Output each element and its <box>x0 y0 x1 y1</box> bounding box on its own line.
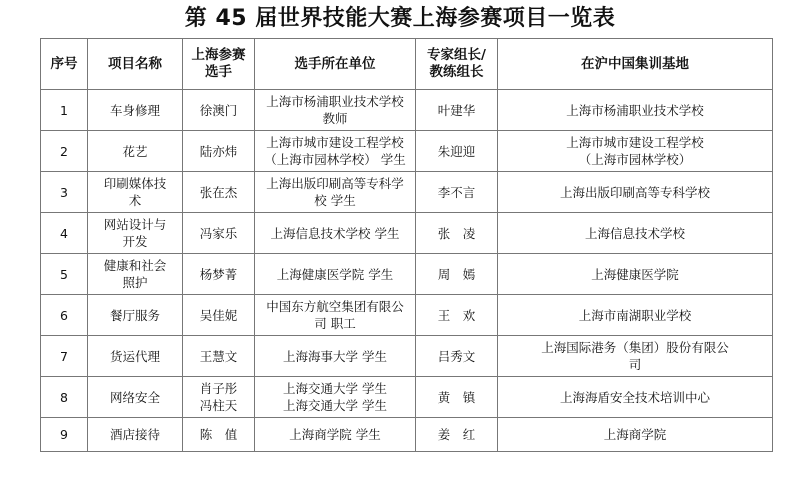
cell-index <box>41 172 88 213</box>
cell-unit <box>255 131 416 172</box>
cell-index-text: 5 <box>60 266 68 282</box>
cell-player <box>183 213 255 254</box>
cell-project-line: 酒店接待 <box>109 427 160 442</box>
cell-player-line: 徐澳门 <box>199 102 238 118</box>
table-row <box>41 213 773 254</box>
cell-index-text: 4 <box>60 225 68 241</box>
cell-project <box>88 336 183 377</box>
cell-expert <box>416 172 498 213</box>
cell-base-line: 上海出版印刷高等专科学校 <box>559 184 710 200</box>
cell-unit-line: 上海商学院 学生 <box>289 427 381 442</box>
cell-unit <box>255 254 416 295</box>
cell-base-line: 上海海盾安全技术培训中心 <box>559 389 710 405</box>
cell-base <box>498 254 773 295</box>
cell-expert <box>416 254 498 295</box>
cell-project <box>88 254 183 295</box>
header-player: 上海参赛 选手 <box>183 39 255 90</box>
cell-player-line: 冯柱天 <box>199 398 238 413</box>
cell-expert-line: 黄 镇 <box>437 389 476 405</box>
cell-player <box>183 336 255 377</box>
document-title: 第 45 届世界技能大赛上海参赛项目一览表 <box>184 6 616 31</box>
cell-index-text: 8 <box>60 389 68 405</box>
cell-expert-line: 朱迎迎 <box>437 143 476 159</box>
cell-player <box>183 172 255 213</box>
cell-base <box>498 213 773 254</box>
cell-project <box>88 90 183 131</box>
cell-project <box>88 377 183 418</box>
cell-project-line: 术 <box>128 193 142 208</box>
cell-index <box>41 254 88 295</box>
cell-player <box>183 254 255 295</box>
header-unit: 选手所在单位 <box>255 39 416 90</box>
table-row <box>41 336 773 377</box>
cell-player-line: 陈 值 <box>199 427 238 442</box>
cell-expert-line: 吕秀文 <box>437 348 476 364</box>
cell-player-line: 冯家乐 <box>199 225 238 241</box>
cell-player <box>183 90 255 131</box>
cell-player-line: 杨梦菁 <box>199 266 238 282</box>
cell-unit-line: 中国东方航空集团有限公 <box>266 299 404 314</box>
cell-unit <box>255 172 416 213</box>
cell-player-line: 陆亦炜 <box>199 143 238 159</box>
cell-unit-line: 上海海事大学 学生 <box>283 348 387 364</box>
cell-player <box>183 377 255 418</box>
roster-body <box>41 90 773 452</box>
cell-expert <box>416 131 498 172</box>
cell-player-line: 张在杰 <box>199 184 238 200</box>
cell-unit-line: （上海市园林学校） 学生 <box>264 152 406 167</box>
cell-index <box>41 336 88 377</box>
cell-base-line: 上海健康医学院 <box>591 266 679 282</box>
cell-base <box>498 377 773 418</box>
cell-unit <box>255 418 416 452</box>
cell-unit <box>255 336 416 377</box>
cell-project-line: 车身修理 <box>109 102 160 118</box>
cell-unit <box>255 213 416 254</box>
cell-index-text: 1 <box>60 102 68 118</box>
cell-unit <box>255 377 416 418</box>
cell-expert <box>416 377 498 418</box>
cell-unit-line: 校 学生 <box>314 193 356 208</box>
cell-project <box>88 418 183 452</box>
cell-project-line: 网络安全 <box>109 389 160 405</box>
header-expert: 专家组长/ 教练组长 <box>416 39 498 90</box>
cell-project-line: 开发 <box>122 234 148 249</box>
cell-expert <box>416 418 498 452</box>
header-index: 序号 <box>41 39 88 90</box>
cell-index <box>41 131 88 172</box>
cell-unit-line: 上海健康医学院 学生 <box>276 266 394 282</box>
table-row <box>41 90 773 131</box>
cell-base-line: 上海市南湖职业学校 <box>578 307 692 323</box>
cell-player-line: 王慧文 <box>199 348 238 364</box>
cell-index <box>41 418 88 452</box>
cell-unit-line: 上海市城市建设工程学校 <box>266 135 404 150</box>
cell-base-line: 上海市杨浦职业技术学校 <box>566 102 704 118</box>
cell-index-text: 3 <box>60 184 68 200</box>
cell-player <box>183 131 255 172</box>
cell-base <box>498 131 773 172</box>
cell-index <box>41 90 88 131</box>
cell-project <box>88 295 183 336</box>
cell-unit-line: 上海交通大学 学生 <box>283 398 387 413</box>
cell-base-line: （上海市园林学校） <box>578 152 692 167</box>
cell-unit <box>255 90 416 131</box>
cell-index-text: 2 <box>60 143 68 159</box>
cell-base <box>498 295 773 336</box>
table-row <box>41 295 773 336</box>
cell-project-line: 货运代理 <box>109 348 160 364</box>
cell-player-line: 吴佳妮 <box>199 307 238 323</box>
header-row <box>41 39 773 90</box>
cell-expert-line: 张 凌 <box>437 225 476 241</box>
cell-expert-line: 叶建华 <box>437 102 476 118</box>
cell-base <box>498 336 773 377</box>
cell-project <box>88 131 183 172</box>
cell-project-line: 印刷媒体技 <box>103 176 167 191</box>
cell-expert-line: 王 欢 <box>437 307 476 323</box>
cell-index <box>41 377 88 418</box>
cell-unit-line: 司 职工 <box>314 316 356 331</box>
cell-expert <box>416 213 498 254</box>
cell-project-line: 花艺 <box>122 143 148 159</box>
cell-expert <box>416 336 498 377</box>
cell-expert <box>416 90 498 131</box>
cell-project-line: 网站设计与 <box>103 217 167 232</box>
cell-index-text: 6 <box>60 307 68 323</box>
cell-unit-line: 上海出版印刷高等专科学 <box>266 176 404 191</box>
cell-project-line: 餐厅服务 <box>109 307 160 323</box>
cell-base <box>498 418 773 452</box>
cell-base-line: 上海国际港务（集团）股份有限公 <box>541 340 729 355</box>
table-row <box>41 131 773 172</box>
cell-expert-line: 周 嫣 <box>437 266 476 282</box>
cell-player <box>183 295 255 336</box>
header-project: 项目名称 <box>88 39 183 90</box>
cell-project-line: 照护 <box>122 275 148 290</box>
cell-project <box>88 213 183 254</box>
cell-project <box>88 172 183 213</box>
cell-base <box>498 172 773 213</box>
cell-project-line: 健康和社会 <box>103 258 167 273</box>
cell-expert-line: 姜 红 <box>437 427 476 442</box>
cell-base-line: 上海信息技术学校 <box>584 225 685 241</box>
cell-player <box>183 418 255 452</box>
cell-base <box>498 90 773 131</box>
cell-unit-line: 上海交通大学 学生 <box>283 381 387 396</box>
cell-index-text: 7 <box>60 348 68 364</box>
cell-unit <box>255 295 416 336</box>
cell-expert <box>416 295 498 336</box>
table-row <box>41 172 773 213</box>
table-row <box>41 418 773 452</box>
cell-base-line: 司 <box>628 357 642 372</box>
cell-index-text: 9 <box>60 427 68 442</box>
cell-unit-line: 上海信息技术学校 学生 <box>270 225 400 241</box>
header-base: 在沪中国集训基地 <box>498 39 773 90</box>
cell-unit-line: 上海市杨浦职业技术学校 <box>266 94 404 109</box>
cell-player-line: 肖子彤 <box>199 381 238 396</box>
cell-expert-line: 李不言 <box>437 184 476 200</box>
cell-base-line: 上海商学院 <box>603 427 667 442</box>
cell-index <box>41 295 88 336</box>
table-row <box>41 377 773 418</box>
table-row <box>41 254 773 295</box>
roster-table <box>40 38 773 452</box>
cell-index <box>41 213 88 254</box>
cell-base-line: 上海市城市建设工程学校 <box>566 135 704 150</box>
cell-unit-line: 教师 <box>322 111 348 126</box>
